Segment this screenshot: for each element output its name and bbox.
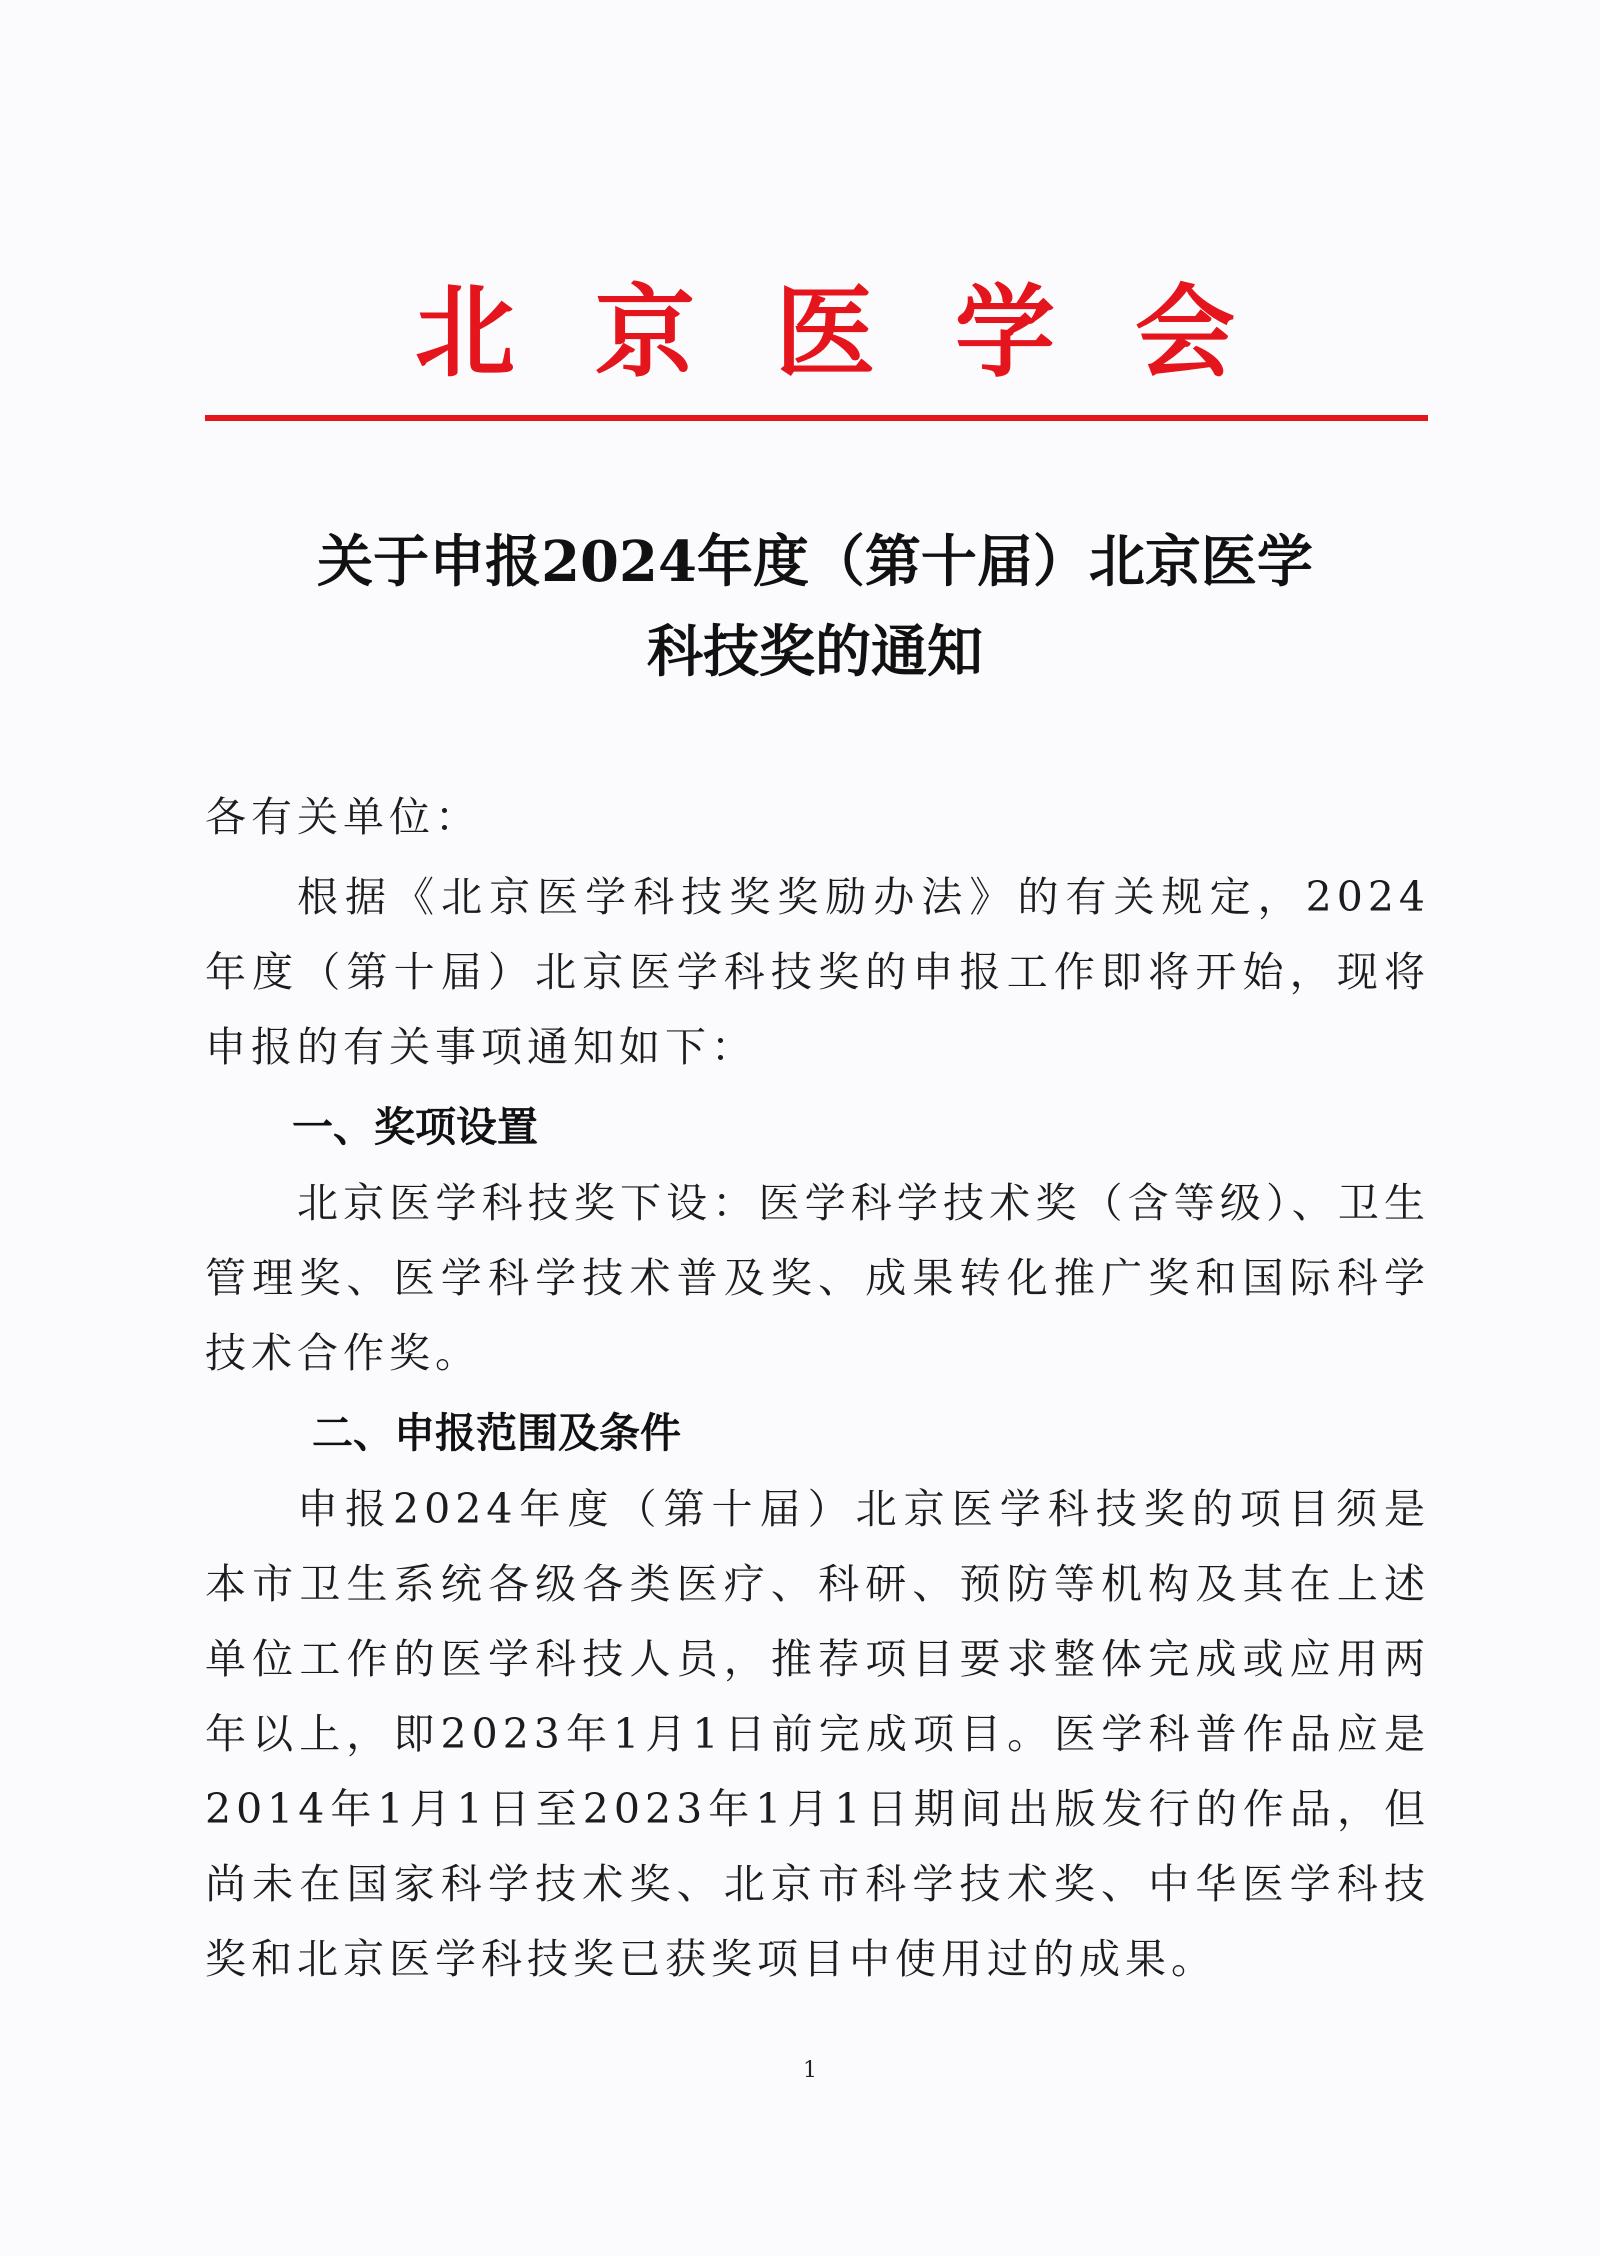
letterhead-organization: 北京医学会 — [415, 273, 1315, 391]
salutation: 各有关单位： — [205, 793, 481, 841]
section-heading-scope-conditions: 二、申报范围及条件 — [312, 1409, 681, 1457]
section-heading-award-settings: 一、奖项设置 — [292, 1103, 538, 1151]
paragraph-award-settings: 北京医学科技奖下设：医学科学技术奖（含等级）、卫生管理奖、医学科学技术普及奖、成果转化推广奖和国际科学技术合作奖。 — [205, 1179, 1430, 1377]
paragraph-intro: 根据《北京医学科技奖奖励办法》的有关规定，2024年度（第十届）北京医学科技奖的申报工作即将开始，现将申报的有关事项通知如下： — [205, 873, 1430, 1071]
paragraph-scope-conditions: 申报2024年度（第十届）北京医学科技奖的项目须是本市卫生系统各级各类医疗、科研、预防等机构及其在上述单位工作的医学科技人员，推荐项目要求整体完成或应用两年以上，即2023年1月1日前完成项目。医学科普作品应是2014年1月1日至2023年1月1日期间出版发行的作品，但尚未在国家科学技术奖、北京市科学技术奖、中华医学科技奖和北京医学科技奖已获奖项目中使用过的成果。 — [205, 1485, 1430, 1983]
document-title-line-2: 科技奖的通知 — [647, 619, 983, 685]
document-title — [150, 517, 1480, 697]
page-number: 1 — [803, 2058, 817, 2083]
document-title-line-1: 关于申报2024年度（第十届）北京医学 — [317, 529, 1313, 595]
letterhead-red-rule — [205, 415, 1428, 421]
